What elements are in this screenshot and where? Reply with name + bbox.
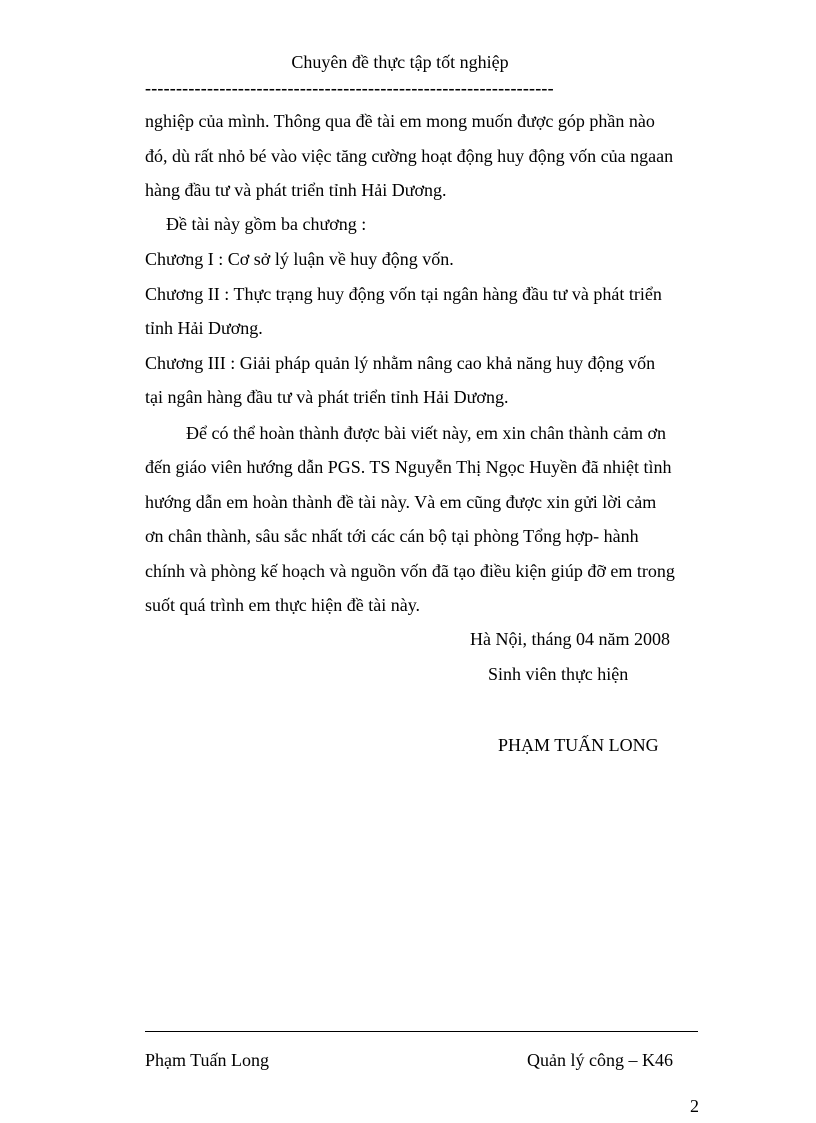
text-line: nghiệp của mình. Thông qua đề tài em mong muốn được góp phần nào <box>145 111 655 131</box>
text-line: ơn chân thành, sâu sắc nhất tới các cán bộ tại phòng Tổng hợp- hành <box>145 526 639 546</box>
text-line: tỉnh Hải Dương. <box>145 318 263 338</box>
text-line: đó, dù rất nhỏ bé vào việc tăng cường hoạt động huy động vốn của ngaan <box>145 146 674 166</box>
text-line: chính và phòng kế hoạch và nguồn vốn đã tạo điều kiện giúp đỡ em trong <box>145 561 675 581</box>
text-line: Chương I : Cơ sở lý luận về huy động vốn. <box>145 249 454 269</box>
text-line: hàng đầu tư và phát triển tỉnh Hải Dương. <box>145 180 447 200</box>
footer-author: Phạm Tuấn Long <box>145 1050 270 1070</box>
text-line: Chương III : Giải pháp quản lý nhằm nâng cao khả năng huy động vốn <box>145 353 656 373</box>
text-line: suốt quá trình em thực hiện đề tài này. <box>145 595 421 615</box>
header-title: Chuyên đề thực tập tốt nghiệp <box>291 52 509 72</box>
signature-name: PHẠM TUẤN LONG <box>498 735 659 755</box>
footer-class: Quản lý công – K46 <box>527 1050 673 1070</box>
text-line: hướng dẫn em hoàn thành đề tài này. Và em cũng được xin gửi lời cảm <box>145 492 657 512</box>
text-line: đến giáo viên hướng dẫn PGS. TS Nguyễn Thị Ngọc Huyền đã nhiệt tình <box>145 457 672 477</box>
footer-divider <box>145 1031 698 1032</box>
text-line: Đề tài này gồm ba chương : <box>166 214 367 234</box>
text-line: Chương II : Thực trạng huy động vốn tại ngân hàng đầu tư và phát triển <box>145 284 662 304</box>
text-line: Để có thể hoàn thành được bài viết này, em xin chân thành cảm ơn <box>186 423 666 443</box>
header-separator: ------------------------------------------------------------------ <box>145 78 554 98</box>
signature-role: Sinh viên thực hiện <box>488 664 629 684</box>
text-line: tại ngân hàng đầu tư và phát triển tỉnh Hải Dương. <box>145 387 509 407</box>
page-number: 2 <box>690 1096 699 1116</box>
signature-place-date: Hà Nội, tháng 04 năm 2008 <box>470 629 670 649</box>
